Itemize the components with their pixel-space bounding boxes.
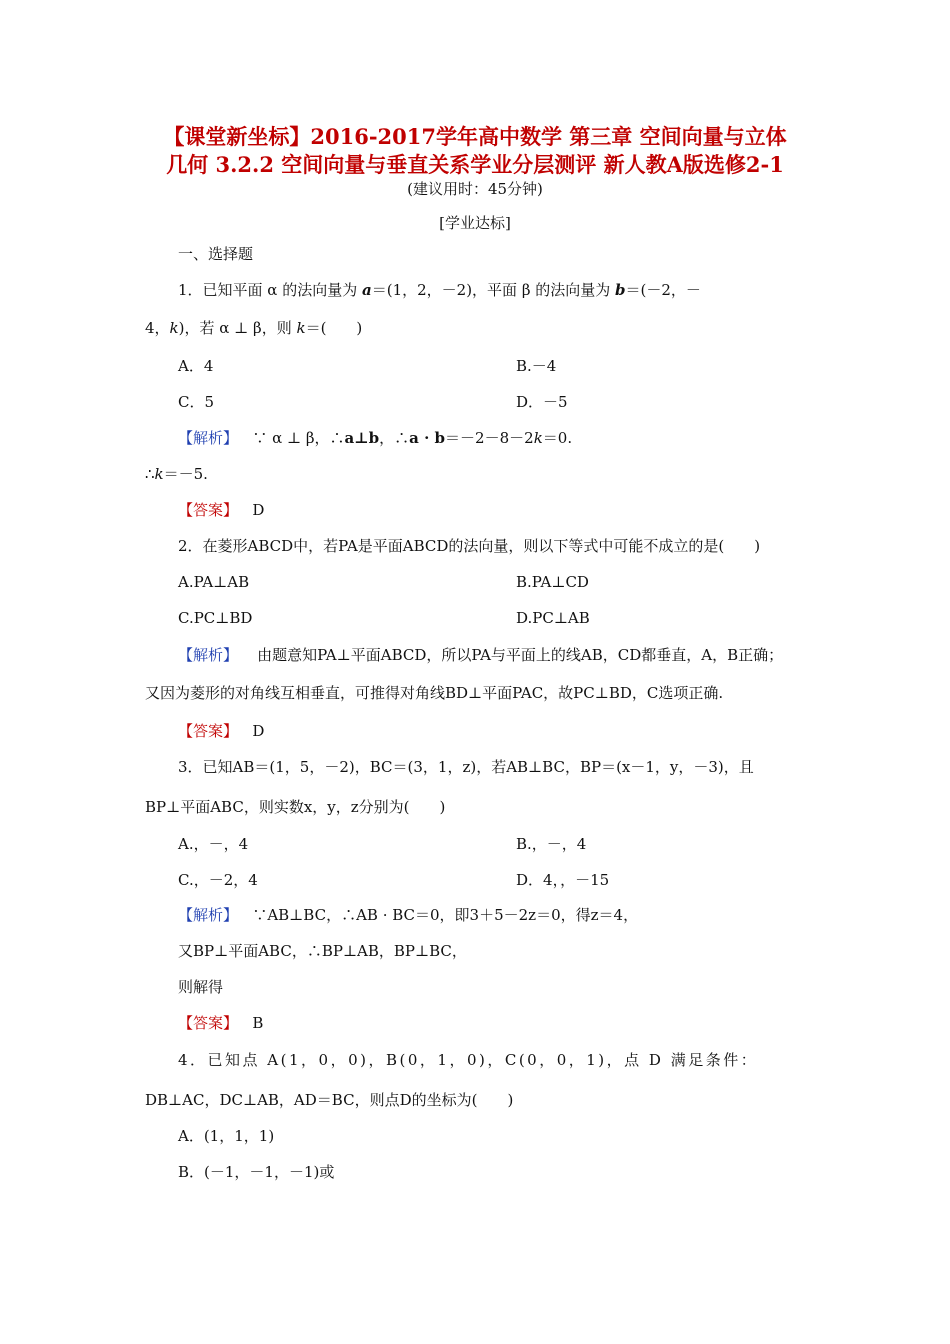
q2-analysis-line-2: 又因为菱形的对角线互相垂直，可推得对角线BD⊥平面PAC，故PC⊥BD，C选项正确.	[145, 684, 724, 702]
vector-b: b	[615, 281, 626, 299]
analysis-label: 【解析】	[178, 646, 239, 664]
q1-analysis-line-2: ∴k＝－5.	[145, 465, 208, 483]
q1-analysis-line-1: 【解析】 ∵ α ⊥ β，∴a⊥b，∴a · b＝－2－8－2k＝0.	[178, 429, 573, 447]
q1-stem-line-2: 4，k)，若 α ⊥ β，则 k＝( )	[145, 319, 363, 337]
q1-answer-line	[178, 500, 264, 520]
time-note: (建议用时：45分钟)	[407, 180, 543, 198]
q3-analysis-line-2: 又BP⊥平面ABC，∴BP⊥AB，BP⊥BC，	[178, 942, 467, 960]
q3-answer-line	[178, 1013, 263, 1033]
q1-option-a: A．4	[178, 357, 214, 375]
q2-analysis-line-1: 【解析】 由题意知PA⊥平面ABCD，所以PA与平面上的线AB，CD都垂直，A，B正确；	[178, 646, 784, 664]
q2-option-b: B.PA⊥CD	[516, 573, 589, 591]
analysis-label: 【解析】	[178, 429, 239, 447]
q3-analysis-line-3: 则解得	[178, 978, 224, 996]
q4-option-a: A．(1，1，1)	[178, 1127, 275, 1145]
analysis-label: 【解析】	[178, 906, 239, 924]
part-heading: 一、选择题	[178, 245, 254, 263]
q2-option-d: D.PC⊥AB	[516, 609, 590, 627]
document-title-line-1: 【课堂新坐标】2016-2017学年高中数学 第三章 空间向量与立体	[163, 124, 787, 149]
q3-option-c: C.，－2，4	[178, 871, 258, 889]
q4-stem-line-1: 4．已知点 A(1，0，0)，B(0，1，0)，C(0，0，1)，点 D 满足条件：	[178, 1051, 759, 1069]
q1-option-b: B.－4	[516, 357, 557, 375]
answer-label: 【答案】	[178, 722, 239, 740]
q1-option-d: D．－5	[516, 393, 568, 411]
q3-stem-line-1: 3．已知AB＝(1，5，－2)，BC＝(3，1，z)，若AB⊥BC，BP＝(x－1，y，－3)，且	[178, 758, 754, 776]
q3-option-b: B.，－，4	[516, 835, 587, 853]
q1-stem-line-1: 1．已知平面 α 的法向量为 a＝(1，2，－2)，平面 β 的法向量为 b＝(－2，－	[178, 281, 701, 299]
q2-option-a: A.PA⊥AB	[178, 573, 250, 591]
q1-option-c: C．5	[178, 393, 215, 411]
answer-label: 【答案】	[178, 501, 239, 519]
q1-answer: D	[252, 501, 265, 519]
section-heading: [学业达标]	[439, 214, 511, 232]
q3-stem-line-2: BP⊥平面ABC，则实数x，y，z分别为( )	[145, 798, 446, 816]
q3-option-a: A.，－，4	[178, 835, 249, 853]
vector-a: a	[361, 281, 372, 299]
document-title-line-2: 几何 3.2.2 空间向量与垂直关系学业分层测评 新人教A版选修2-1	[166, 152, 784, 177]
q3-analysis-line-1: 【解析】 ∵AB⊥BC，∴AB · BC＝0，即3＋5－2z＝0，得z＝4，	[178, 906, 639, 924]
q2-answer-line	[178, 721, 264, 741]
q2-answer: D	[252, 722, 265, 740]
q4-option-b: B．(－1，－1，－1)或	[178, 1163, 335, 1181]
q3-answer: B	[252, 1014, 264, 1032]
answer-label: 【答案】	[178, 1014, 239, 1032]
q2-option-c: C.PC⊥BD	[178, 609, 253, 627]
q4-stem-line-2: DB⊥AC，DC⊥AB，AD＝BC，则点D的坐标为( )	[145, 1091, 514, 1109]
q3-option-d: D．4，，－15	[516, 871, 610, 889]
q2-stem: 2．在菱形ABCD中，若PA是平面ABCD的法向量，则以下等式中可能不成立的是( )	[178, 537, 761, 555]
